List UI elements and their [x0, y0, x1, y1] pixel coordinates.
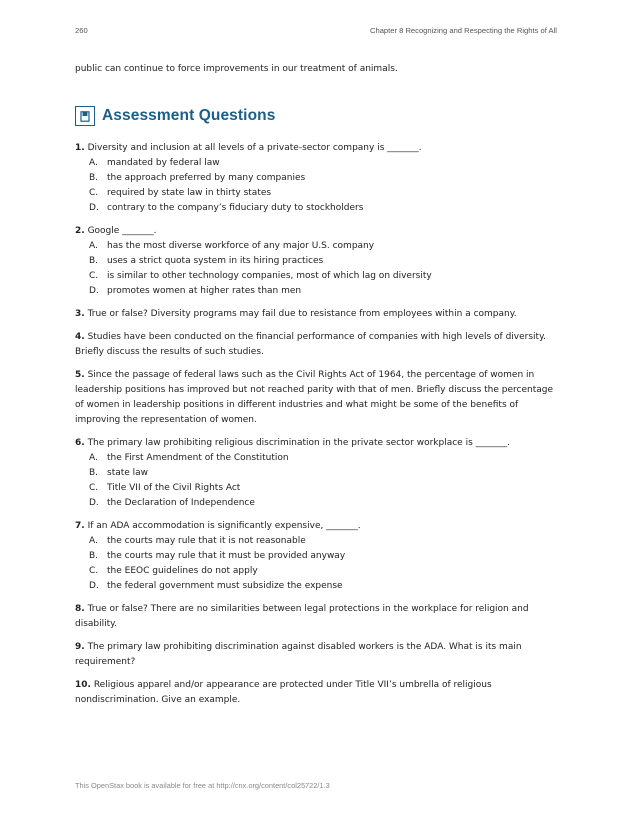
answer-option — [75, 481, 559, 496]
option-text: the First Amendment of the Constitution — [107, 453, 289, 463]
option-letter: C. — [89, 483, 99, 493]
option-text: mandated by federal law — [107, 158, 220, 168]
question-text — [75, 141, 559, 156]
option-text: contrary to the company’s fiduciary duty to stockholders — [107, 203, 364, 213]
question-item — [75, 519, 559, 594]
option-letter: B. — [89, 551, 99, 561]
question-body: Diversity and inclusion at all levels of a private-sector company is _______. — [87, 143, 422, 153]
question-number: 5. — [75, 370, 85, 380]
question-text — [75, 307, 559, 322]
question-item — [75, 640, 559, 670]
question-body: The primary law prohibiting discrimination against disabled workers is the ADA. What is its main requirement? — [75, 642, 522, 667]
running-header — [75, 26, 557, 35]
option-letter: A. — [89, 158, 98, 168]
question-number: 2. — [75, 226, 85, 236]
option-letter: C. — [89, 566, 99, 576]
question-number: 4. — [75, 332, 85, 342]
answer-option — [75, 579, 559, 594]
option-text: required by state law in thirty states — [107, 188, 272, 198]
answer-option — [75, 186, 559, 201]
answer-option — [75, 171, 559, 186]
option-text: Title VII of the Civil Rights Act — [107, 483, 241, 493]
option-text: the approach preferred by many companies — [107, 173, 306, 183]
question-body: The primary law prohibiting religious discrimination in the private sector workplace is _______. — [87, 438, 510, 448]
answer-option — [75, 156, 559, 171]
question-text — [75, 224, 559, 239]
option-letter: B. — [89, 468, 99, 478]
option-text: the Declaration of Independence — [107, 498, 255, 508]
document-icon — [75, 106, 95, 126]
question-number: 1. — [75, 143, 85, 153]
question-text — [75, 602, 559, 632]
option-text: the courts may rule that it must be provided anyway — [107, 551, 346, 561]
option-letter: D. — [89, 498, 99, 508]
question-number: 6. — [75, 438, 85, 448]
question-body: Studies have been conducted on the financial performance of companies with high levels of diversity. Briefly discuss the results of such studies. — [75, 332, 546, 357]
chapter-title: Chapter 8 Recognizing and Respecting the Rights of All — [369, 26, 557, 35]
question-text — [75, 519, 559, 534]
question-body: True or false? Diversity programs may fail due to resistance from employees within a company. — [87, 309, 517, 319]
answer-option — [75, 534, 559, 549]
question-body: Religious apparel and/or appearance are protected under Title VII’s umbrella of religious nondiscrimination. Give an example. — [75, 680, 492, 705]
option-text: the EEOC guidelines do not apply — [107, 566, 258, 576]
option-letter: D. — [89, 581, 99, 591]
question-text — [75, 640, 559, 670]
answer-option — [75, 564, 559, 579]
answer-option — [75, 466, 559, 481]
answer-options — [75, 156, 559, 216]
option-text: is similar to other technology companies, most of which lag on diversity — [107, 271, 432, 281]
option-letter: C. — [89, 271, 99, 281]
question-body: If an ADA accommodation is significantly expensive, _______. — [87, 521, 361, 531]
question-text — [75, 330, 559, 360]
option-letter: A. — [89, 241, 98, 251]
question-item — [75, 678, 559, 708]
question-item — [75, 307, 559, 322]
question-number: 3. — [75, 309, 85, 319]
question-number: 9. — [75, 642, 85, 652]
option-letter: D. — [89, 203, 99, 213]
answer-option — [75, 269, 559, 284]
intro-paragraph: public can continue to force improvements in our treatment of animals. — [75, 64, 398, 74]
answer-option — [75, 284, 559, 299]
option-text: the federal government must subsidize the expense — [107, 581, 343, 591]
answer-options — [75, 239, 559, 299]
option-letter: B. — [89, 173, 99, 183]
question-item — [75, 141, 559, 216]
section-heading — [75, 106, 275, 126]
question-number: 8. — [75, 604, 85, 614]
answer-option — [75, 239, 559, 254]
option-text: the courts may rule that it is not reasonable — [107, 536, 306, 546]
answer-option — [75, 549, 559, 564]
option-text: promotes women at higher rates than men — [107, 286, 302, 296]
answer-option — [75, 254, 559, 269]
answer-options — [75, 451, 559, 511]
section-title: Assessment Questions — [102, 107, 276, 124]
footer: This OpenStax book is available for free at http://cnx.org/content/col25722/1.3 — [75, 781, 330, 790]
question-item — [75, 368, 559, 428]
question-body: Since the passage of federal laws such as the Civil Rights Act of 1964, the percentage of women in leadership positions has improved but not reached parity with that of men. Briefly discuss the percentage of women in leadership positions in different industries and what might be some of the benefits of improving the representation of women. — [75, 370, 554, 425]
option-letter: A. — [89, 536, 98, 546]
option-text: state law — [107, 468, 149, 478]
page-number: 260 — [75, 26, 88, 35]
option-letter: A. — [89, 453, 98, 463]
answer-options — [75, 534, 559, 594]
question-text — [75, 436, 559, 451]
option-letter: D. — [89, 286, 99, 296]
answer-option — [75, 451, 559, 466]
question-number: 10. — [75, 680, 91, 690]
question-item — [75, 602, 559, 632]
answer-option — [75, 496, 559, 511]
question-item — [75, 330, 559, 360]
question-text — [75, 678, 559, 708]
question-item — [75, 436, 559, 511]
option-text: has the most diverse workforce of any major U.S. company — [107, 241, 375, 251]
question-body: True or false? There are no similarities between legal protections in the workplace for religion and disability. — [75, 604, 529, 629]
question-list — [75, 141, 559, 716]
option-letter: C. — [89, 188, 99, 198]
question-body: Google _______. — [87, 226, 157, 236]
option-text: uses a strict quota system in its hiring practices — [107, 256, 324, 266]
answer-option — [75, 201, 559, 216]
question-text — [75, 368, 559, 428]
question-item — [75, 224, 559, 299]
question-number: 7. — [75, 521, 85, 531]
option-letter: B. — [89, 256, 99, 266]
